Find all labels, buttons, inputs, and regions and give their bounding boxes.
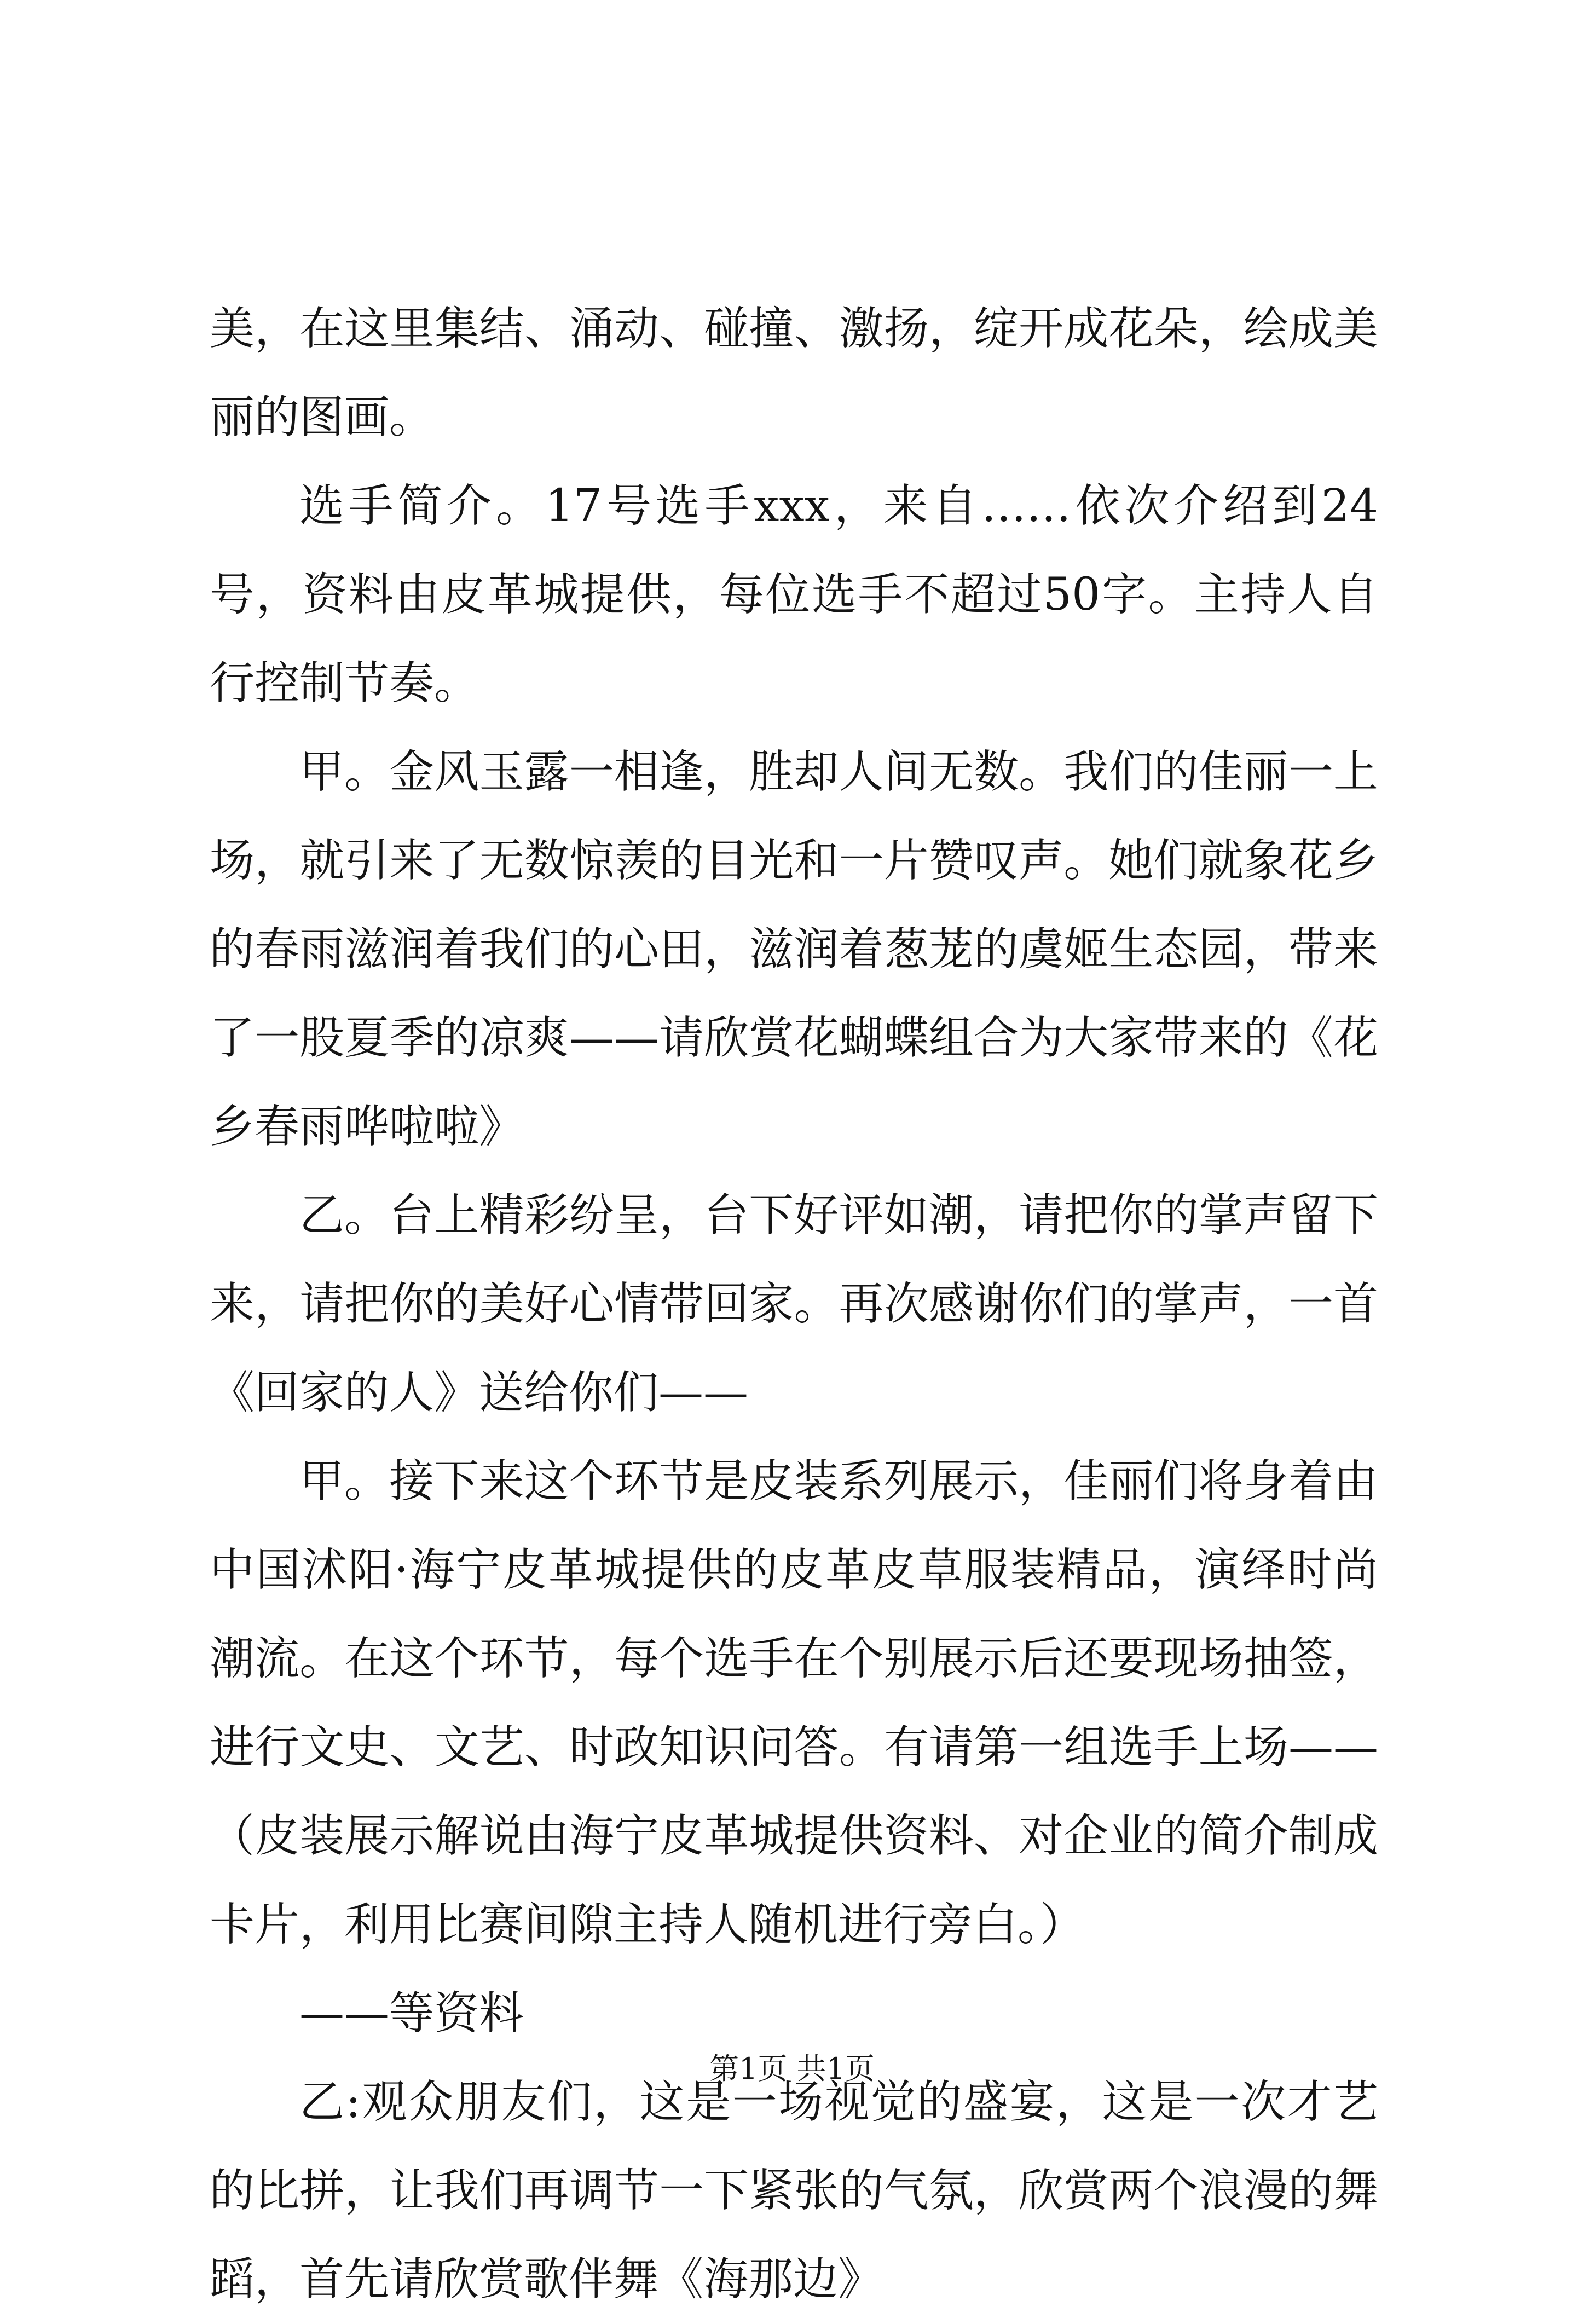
paragraph-6: ——等资料 bbox=[299, 1987, 524, 2039]
paragraph-5: 甲。接下来这个环节是皮装系列展示，佳丽们将身着由中国沭阳·海宁皮革城提供的皮革皮草服装精品，演绎时尚潮流。在这个环节，每个选手在个别展示后还要现场抽签，进行文史、文艺、时政知识问答。有请第一组选手上场——（皮装展示解说由海宁皮革城提供资料、对企业的简介制成卡片，利用比赛间隙主持人随机进行旁白。） bbox=[210, 1455, 1378, 1951]
paragraph-4: 乙。台上精彩纷呈，台下好评如潮，请把你的掌声留下来，请把你的美好心情带回家。再次感谢你们的掌声，一首《回家的人》送给你们—— bbox=[210, 1189, 1378, 1419]
paragraph-1: 美，在这里集结、涌动、碰撞、激扬，绽开成花朵，绘成美丽的图画。 bbox=[210, 303, 1378, 443]
document-body bbox=[210, 285, 1378, 2324]
paragraph-3: 甲。金风玉露一相逢，胜却人间无数。我们的佳丽一上场，就引来了无数惊羡的目光和一片赞叹声。她们就象花乡的春雨滋润着我们的心田，滋润着葱茏的虞姬生态园，带来了一股夏季的凉爽——请欣赏花蝴蝶组合为大家带来的《花乡春雨哗啦啦》 bbox=[210, 746, 1378, 1153]
page-number: 第1页 共1页 bbox=[709, 2051, 875, 2086]
paragraph-2: 选手简介。17号选手xxx，来自……依次介绍到24号，资料由皮革城提供，每位选手不超过50字。主持人自行控制节奏。 bbox=[210, 480, 1378, 709]
paragraph-7: 乙:观众朋友们，这是一场视觉的盛宴，这是一次才艺的比拼，让我们再调节一下紧张的气氛，欣赏两个浪漫的舞蹈，首先请欣赏歌伴舞《海那边》 bbox=[210, 2076, 1378, 2305]
page-footer bbox=[0, 2050, 1584, 2088]
